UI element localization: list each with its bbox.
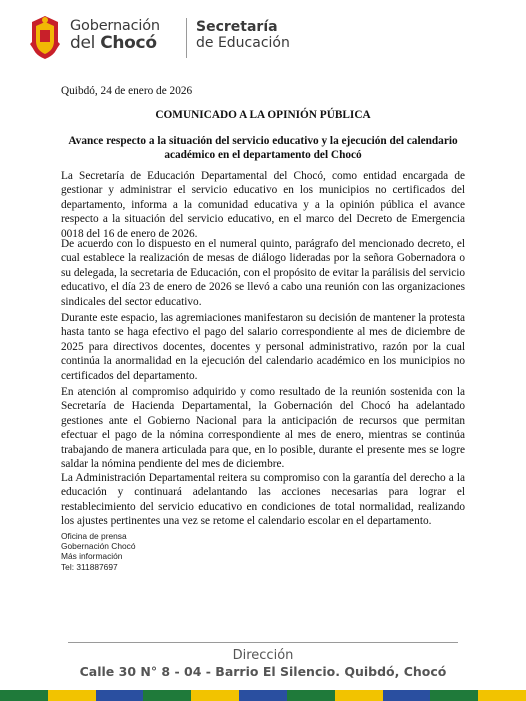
stripe-segment [48,690,96,701]
contact-more-info: Más información [61,551,123,562]
stripe-segment [287,690,335,701]
paragraph-1: La Secretaría de Educación Departamental del Chocó, como entidad encargada de gestionar y administrar el servicio educativo en los municipios no certificados del departamento, informa a la comunidad educativa y a la opinión pública el avance respecto a la situación del servicio educativo, en el marco del Decreto de Emergencia 0018 del 16 de enero de 2026. [61,170,465,240]
stripe-segment [191,690,239,701]
dept-line1: Secretaría [196,19,278,35]
footer-divider [68,642,458,643]
letterhead [28,14,328,66]
org-line2 [70,35,160,52]
department-name [196,19,290,51]
stripe-segment [239,690,287,701]
press-contact [61,531,136,572]
contact-phone: Tel: 311887697 [61,561,118,572]
org-line2-bold: Chocó [100,33,157,53]
footer-color-stripe [0,690,526,701]
header-divider [186,18,187,58]
footer-address: Calle 30 N° 8 - 04 - Barrio El Silencio. Quibdó, Chocó [79,664,447,679]
stripe-segment [335,690,383,701]
paragraph-3: Durante este espacio, las agremiaciones manifestaron su decisión de mantener la protesta hasta tanto se haga efectivo el pago del salario correspondiente al mes de diciembre de 2025 para directivos docentes, docentes y personal administrativo, razón por la cual continúa la anormalidad en la ejecución del calendario académico en los municipios no certificados del departamento. [61,312,465,382]
footer-label: Dirección [232,648,294,663]
stripe-segment [0,690,48,701]
stripe-segment [96,690,144,701]
dept-line2: de Educación [196,35,290,51]
paragraph-5: La Administración Departamental reitera su compromiso con la garantía del derecho a la educación y continuará adelantando las acciones necesarias para lograr el restablecimiento del servicio educativo en condiciones de total normalidad, realizando los ajustes pertinentes una vez se retome el calendario escolar en el departamento. [61,472,465,528]
document-date: Quibdó, 24 de enero de 2026 [61,85,193,97]
contact-office: Oficina de prensa [61,531,127,541]
document-title: COMUNICADO A LA OPINIÓN PÚBLICA [155,109,371,121]
stripe-segment [478,690,526,701]
document-subtitle: Avance respecto a la situación del servicio educativo y la ejecución del calendario académico en el departamento del Chocó [68,135,458,162]
paragraph-4: En atención al compromiso adquirido y como resultado de la reunión sostenida con la Secretaría de Hacienda Departamental, la Gobernación del Chocó ha adelantado gestiones ante el Gobierno Nacional para la anticipación de recursos que permitan efectuar el pago de la nómina correspondiente al mes de enero, mientras se continúa trabajando de manera articulada para que, en lo posible, durante el presente mes se logre saldar la nómina pendiente del mes de diciembre. [61,386,465,471]
org-line2-prefix: del [70,33,96,53]
contact-entity: Gobernación Chocó [61,541,136,552]
choco-coat-of-arms-icon [28,14,62,60]
stripe-segment [143,690,191,701]
organization-name [70,18,160,52]
paragraph-2: De acuerdo con lo dispuesto en el numeral quinto, parágrafo del mencionado decreto, el cual establece la realización de mesas de diálogo lideradas por la señora Gobernadora o su delegada, la secretaria de Educación, con el propósito de evitar la parálisis del servicio educativo, el día 23 de enero de 2026 se llevó a cabo una reunión con las organizaciones sindicales del sector educativo. [61,238,466,308]
stripe-segment [383,690,431,701]
org-line1: Gobernación [70,18,160,34]
stripe-segment [430,690,478,701]
